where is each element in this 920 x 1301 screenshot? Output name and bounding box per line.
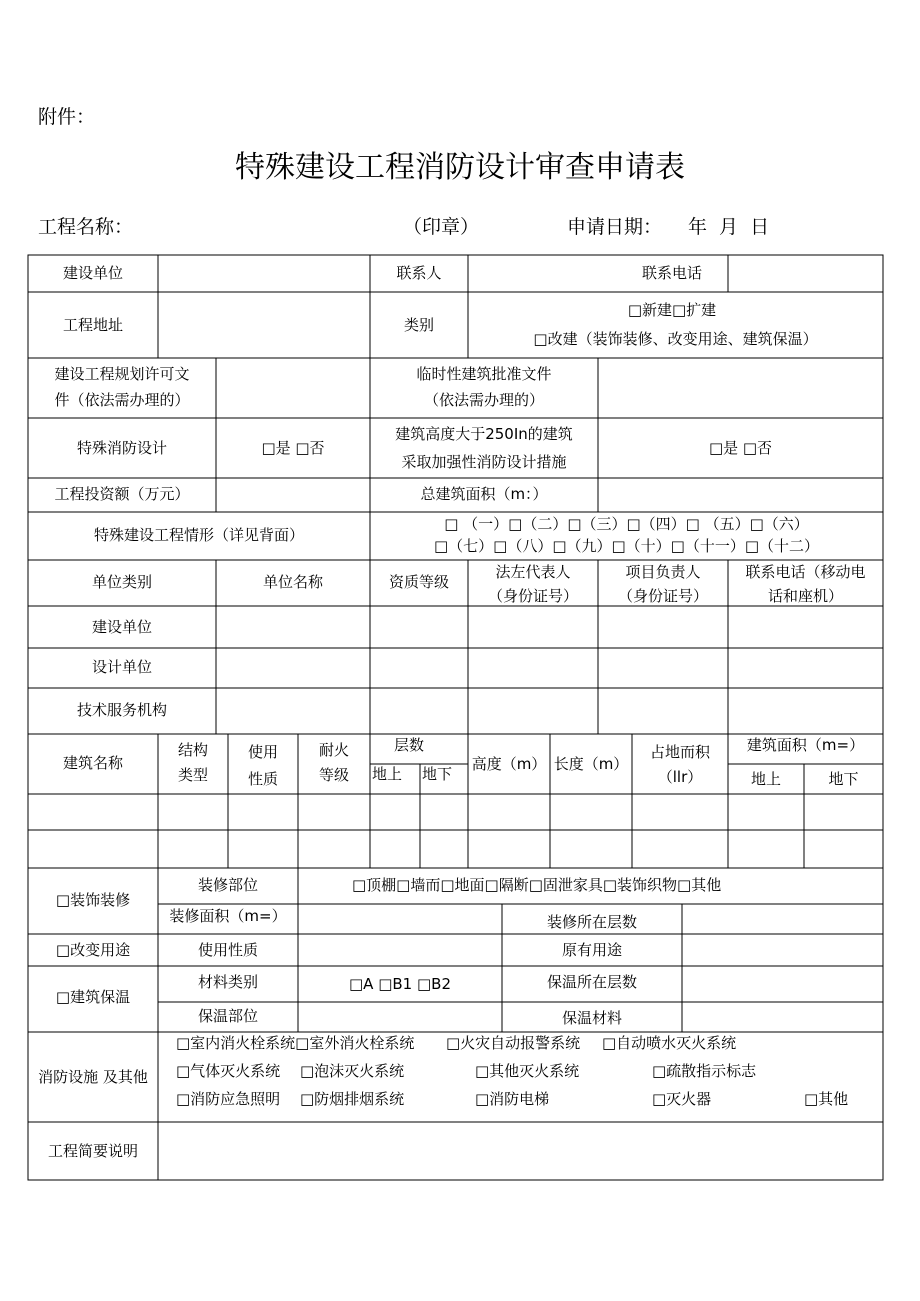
height-header: 高度（m） xyxy=(471,755,547,773)
material-type-label: 材料类别 xyxy=(197,973,258,991)
category-label: 类别 xyxy=(403,316,434,334)
floors-below-header: 地下 xyxy=(422,765,453,783)
height-measure-label-1: 建筑高度大于250In的建筑 xyxy=(395,425,573,443)
unit-phone-header-2: 话和座机） xyxy=(767,587,843,605)
category-options-1[interactable]: □新建□扩建 xyxy=(627,301,717,319)
building-name-header: 建筑名称 xyxy=(62,754,123,772)
length-header: 长度（m） xyxy=(553,755,629,773)
structure-header-2: 类型 xyxy=(177,766,208,784)
address-label: 工程地址 xyxy=(62,316,123,334)
seal-label: （印章） xyxy=(403,216,480,238)
facility-option[interactable]: □自动喷水灭火系统 xyxy=(602,1034,737,1052)
unit-row-label: 设计单位 xyxy=(91,658,152,676)
use-header-1: 使用 xyxy=(247,743,278,761)
contact-label: 联系人 xyxy=(396,264,442,282)
total-area-label: 总建筑面积（m：） xyxy=(420,485,548,503)
facility-option[interactable]: □灭火器 xyxy=(652,1090,712,1108)
area-above-header: 地上 xyxy=(750,770,781,788)
phone-label: 联系电话 xyxy=(641,264,702,282)
pm-header-1: 项目负责人 xyxy=(625,563,701,581)
insulation-checkbox[interactable]: □建筑保温 xyxy=(55,988,131,1006)
material-type-options[interactable]: □A □B1 □B2 xyxy=(349,975,451,993)
facility-option[interactable]: □消防应急照明 xyxy=(176,1090,281,1108)
facilities-label: 消防设施 及其他 xyxy=(38,1068,148,1086)
unit-name-header: 单位名称 xyxy=(262,573,323,591)
situation-options-1[interactable]: □ （一）□（二）□（三）□（四）□ （五）□（六） xyxy=(444,515,809,533)
insulation-floor-label: 保温所在层数 xyxy=(546,973,637,991)
legal-rep-header-1: 法左代表人 xyxy=(495,563,571,581)
facility-option[interactable]: □疏散指示标志 xyxy=(652,1062,757,1080)
facility-option[interactable]: □室内消火栓系统□室外消火栓系统 xyxy=(176,1034,415,1052)
facility-option[interactable]: □泡沫灭火系统 xyxy=(300,1062,405,1080)
change-use-checkbox[interactable]: □改变用途 xyxy=(55,941,131,959)
decoration-checkbox[interactable]: □装饰装修 xyxy=(55,891,131,909)
temp-building-label-1: 临时性建筑批准文件 xyxy=(416,365,552,383)
facility-option[interactable]: □消防电梯 xyxy=(475,1090,550,1108)
height-measure-label-2: 采取加强性消防设计措施 xyxy=(401,453,567,471)
height-measure-yes-no[interactable]: □是 □否 xyxy=(708,439,773,457)
insulation-material-label: 保温材料 xyxy=(561,1009,622,1027)
decoration-area-label: 装修面积（m=） xyxy=(169,907,287,925)
decoration-part-label: 装修部位 xyxy=(197,876,258,894)
builder-label: 建设单位 xyxy=(62,264,123,282)
original-use-label: 原有用途 xyxy=(561,941,622,959)
category-options-2[interactable]: □改建（装饰装修、改变用途、建筑保温） xyxy=(533,330,818,348)
unit-phone-header-1: 联系电话（移动电 xyxy=(745,563,866,581)
structure-header-1: 结构 xyxy=(177,741,208,759)
insulation-part-label: 保温部位 xyxy=(197,1007,258,1025)
temp-building-label-2: （依法需办理的） xyxy=(423,391,544,409)
summary-label: 工程简要说明 xyxy=(47,1142,138,1160)
footprint-header-1: 占地而积 xyxy=(649,743,710,761)
unit-row-label: 建设单位 xyxy=(91,618,152,636)
facility-option[interactable]: □火灾自动报警系统 xyxy=(446,1034,581,1052)
qualification-header: 资质等级 xyxy=(388,573,449,591)
building-area-header: 建筑面积（m=） xyxy=(746,736,865,754)
facility-option[interactable]: □其他灭火系统 xyxy=(475,1062,580,1080)
legal-rep-header-2: （身份证号） xyxy=(487,587,578,605)
apply-date-label: 申请日期： xyxy=(567,216,663,238)
facility-option[interactable]: □气体灭火系统 xyxy=(176,1062,281,1080)
special-design-label: 特殊消防设计 xyxy=(76,439,167,457)
attachment-label: 附件： xyxy=(38,106,96,128)
unit-row-label: 技术服务机构 xyxy=(76,701,167,719)
use-nature-label: 使用性质 xyxy=(197,941,258,959)
facility-option[interactable]: □其他 xyxy=(804,1090,849,1108)
situation-options-2[interactable]: □（七）□（八）□（九）□（十）□（十一）□（十二） xyxy=(433,537,820,555)
special-situation-label: 特殊建设工程情形（详见背面） xyxy=(93,526,304,544)
unit-type-header: 单位类别 xyxy=(91,573,152,591)
project-name-label: 工程名称： xyxy=(38,216,134,238)
facility-option[interactable]: □防烟排烟系统 xyxy=(300,1090,405,1108)
fire-rating-header-1: 耐火 xyxy=(318,741,349,759)
pm-header-2: （身份证号） xyxy=(617,587,708,605)
investment-label: 工程投资额（万元） xyxy=(54,485,190,503)
planning-permit-label-2: 件（依法需办理的） xyxy=(54,391,190,409)
form-title: 特殊建设工程消防设计审查申请表 xyxy=(235,150,685,185)
floors-above-header: 地上 xyxy=(372,765,403,783)
planning-permit-label-1: 建设工程规划许可文 xyxy=(54,365,190,383)
use-header-2: 性质 xyxy=(247,770,278,788)
special-design-yes-no[interactable]: □是 □否 xyxy=(261,439,325,457)
decoration-part-options[interactable]: □顶棚□墙而□地面□隔断□固泄家具□装饰织物□其他 xyxy=(352,876,722,894)
date-fields: 年 月 日 xyxy=(688,216,770,238)
fire-rating-header-2: 等级 xyxy=(318,766,349,784)
decoration-floor-label: 装修所在层数 xyxy=(546,913,637,931)
footprint-header-2: （llr） xyxy=(657,768,703,786)
area-below-header: 地下 xyxy=(828,770,859,788)
floors-header: 层数 xyxy=(393,736,424,754)
